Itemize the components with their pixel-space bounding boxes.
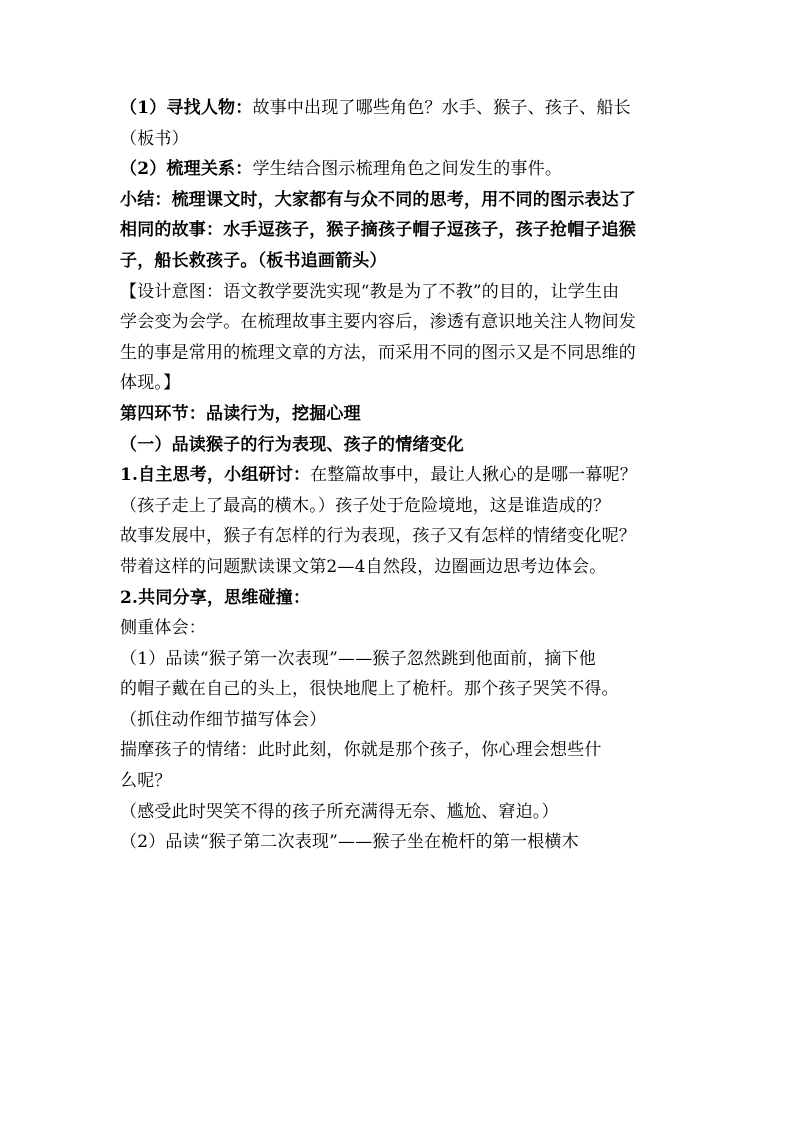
text-run: （2）梳理关系： xyxy=(120,159,253,180)
text-run: 1.自主思考，小组研讨： xyxy=(120,465,311,486)
text-line xyxy=(120,674,680,705)
document-page xyxy=(120,93,680,858)
text-line xyxy=(120,246,680,277)
text-line xyxy=(120,124,680,155)
text-run: 体现。】 xyxy=(120,373,181,394)
text-run: 侧重体会： xyxy=(120,618,206,639)
text-run: 学生结合图示梳理角色之间发生的事件。 xyxy=(252,159,563,180)
text-run: 小结：梳理课文时，大家都有与众不同的思考，用不同的图示表达了 xyxy=(120,189,636,210)
text-line xyxy=(120,215,680,246)
text-run: 子，船长救孩子。（板书追画箭头） xyxy=(120,250,387,271)
text-line xyxy=(120,766,680,797)
text-run: （孩子走上了最高的横木。）孩子处于危险境地，这是谁造成的？ xyxy=(120,495,611,516)
text-line xyxy=(120,552,680,583)
text-run: 生的事是常用的梳理文章的方法，而采用不同的图示又是不同思维的 xyxy=(120,342,636,363)
text-line xyxy=(120,797,680,828)
text-run: （1）品读“猴子第一次表现”——猴子忽然跳到他面前，摘下他 xyxy=(120,648,596,669)
text-run: （一）品读猴子的行为表现、孩子的情绪变化 xyxy=(120,434,464,455)
text-line xyxy=(120,705,680,736)
text-run: 【设计意图：语文教学要洗实现“教是为了不教”的目的，让学生由 xyxy=(120,281,620,302)
text-run: 故事发展中，猴子有怎样的行为表现，孩子又有怎样的情绪变化呢？ xyxy=(120,526,636,547)
text-run: 么呢？ xyxy=(120,771,172,792)
text-line xyxy=(120,613,680,644)
text-run: 相同的故事：水手逗孩子，猴子摘孩子帽子逗孩子，孩子抢帽子追猴 xyxy=(120,220,636,241)
text-line xyxy=(120,735,680,766)
text-line xyxy=(120,521,680,552)
text-line xyxy=(120,827,680,858)
text-line xyxy=(120,368,680,399)
text-line xyxy=(120,307,680,338)
text-line xyxy=(120,338,680,369)
text-run: （1）寻找人物： xyxy=(120,98,253,118)
text-line xyxy=(120,154,680,185)
text-run: （板书） xyxy=(120,128,189,149)
text-line xyxy=(120,185,680,216)
text-run: 第四环节：品读行为，挖掘心理 xyxy=(120,403,361,424)
text-line xyxy=(120,491,680,522)
text-run: 的帽子戴在自己的头上，很快地爬上了桅杆。那个孩子哭笑不得。 xyxy=(120,679,619,700)
text-run: 揣摩孩子的情绪：此时此刻，你就是那个孩子，你心理会想些什 xyxy=(120,740,602,761)
text-line xyxy=(120,583,680,614)
text-run: 在整篇故事中，最让人揪心的是哪一幕呢？ xyxy=(310,465,637,486)
text-run: （2）品读“猴子第二次表现”——猴子坐在桅杆的第一根横木 xyxy=(120,832,579,853)
text-line xyxy=(120,93,680,124)
text-line xyxy=(120,644,680,675)
section-heading xyxy=(120,399,680,430)
text-run: 带着这样的问题默读课文第2—4自然段，边圈画边思考边体会。 xyxy=(120,556,607,577)
text-run: 学会变为会学。在梳理故事主要内容后，渗透有意识地关注人物间发 xyxy=(120,312,636,333)
text-run: （感受此时哭笑不得的孩子所充满得无奈、尴尬、窘迫。） xyxy=(120,801,559,822)
text-run: （抓住动作细节描写体会） xyxy=(120,709,327,730)
text-line xyxy=(120,460,680,491)
text-run: 2.共同分享，思维碰撞： xyxy=(120,587,311,608)
text-line xyxy=(120,277,680,308)
subsection-heading xyxy=(120,430,680,461)
text-run: 故事中出现了哪些角色？水手、猴子、孩子、船长 xyxy=(252,98,631,118)
